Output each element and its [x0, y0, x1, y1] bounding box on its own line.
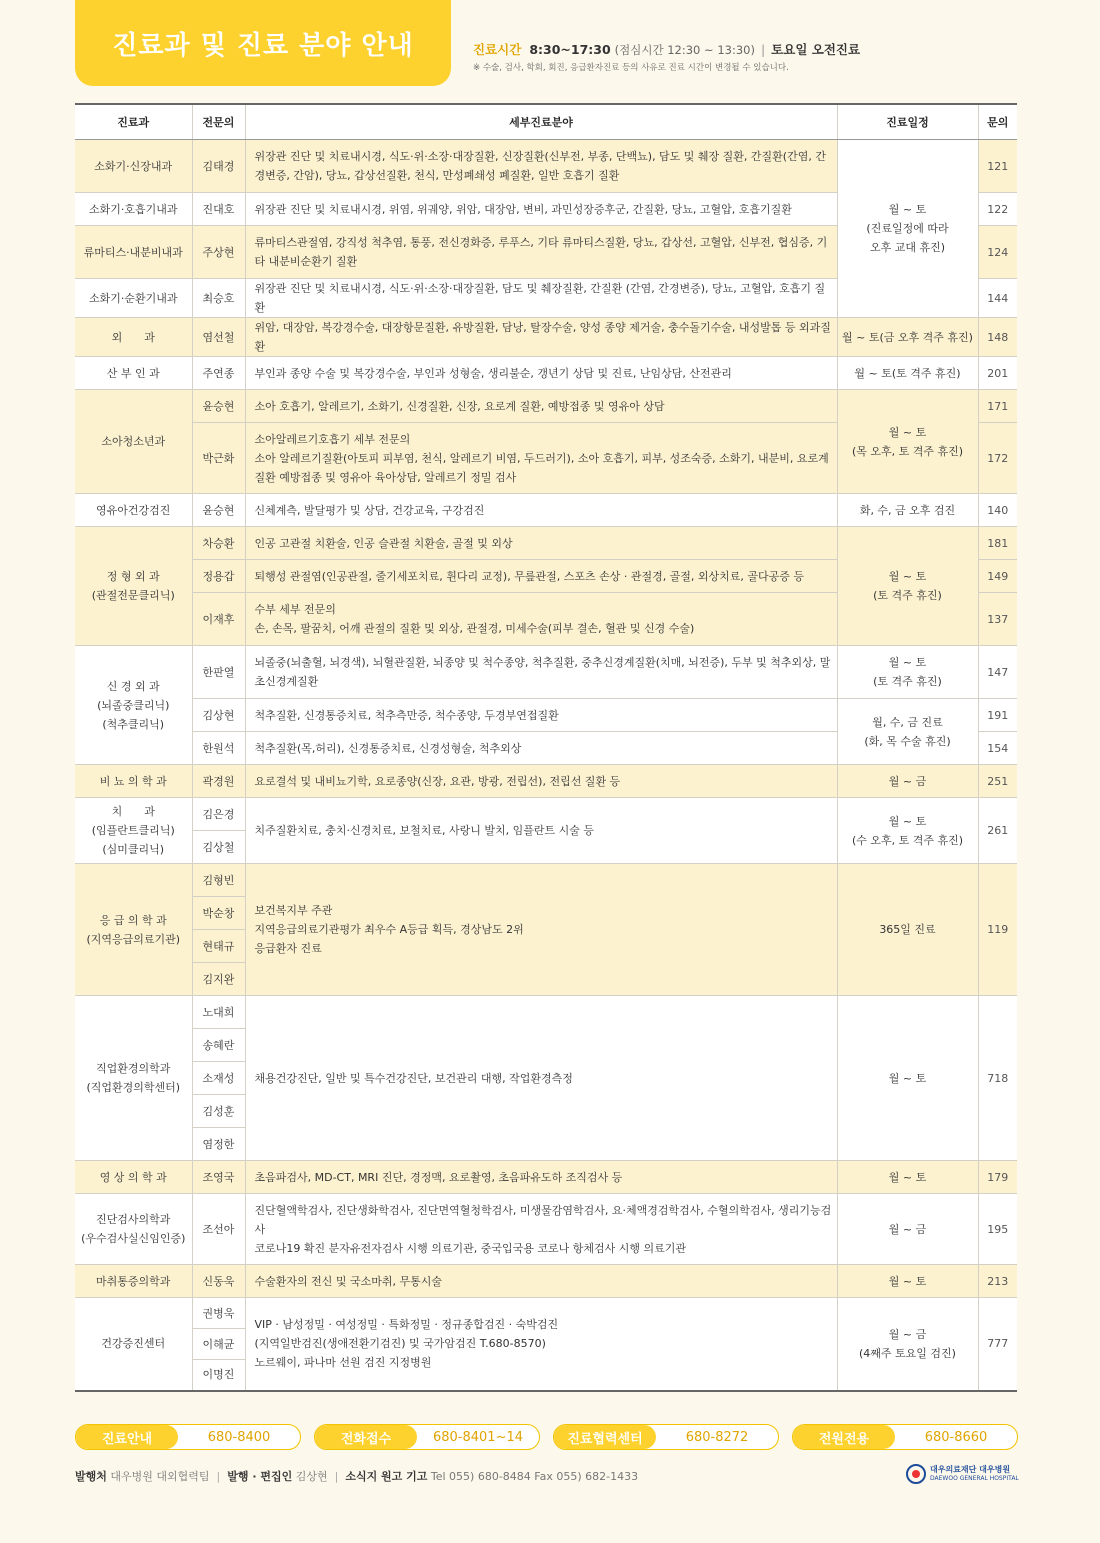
logo-english: DAEWOO GENERAL HOSPITAL [930, 1475, 1019, 1482]
contact-ext: 154 [978, 732, 1017, 765]
doctor-name: 현태규 [192, 930, 245, 963]
contact-info: Tel 055) 680-8484 Fax 055) 682-1433 [430, 1470, 639, 1483]
editor-name: 김상현 [295, 1470, 328, 1483]
table-header-row [75, 104, 1017, 140]
table-row [75, 1161, 1017, 1194]
doctor-name: 김지완 [192, 963, 245, 996]
doctor-name: 김상현 [192, 699, 245, 732]
contact-ext: 213 [978, 1265, 1017, 1298]
doctor-name: 윤승현 [192, 390, 245, 423]
detail-text: 척추질환(목,허리), 신경통증치료, 신경성형술, 척추외상 [245, 732, 837, 765]
contact-label: 진료협력센터 [554, 1425, 656, 1449]
detail-text: 부인과 종양 수술 및 복강경수술, 부인과 성형술, 생리불순, 갱년기 상담 및 진료, 난임상담, 산전관리 [245, 357, 837, 390]
dept-name: 소화기·신장내과 [75, 140, 192, 193]
dept-name: 류마티스·내분비내과 [75, 226, 192, 279]
dept-name: 치 과 (임플란트클리닉) (심미클리닉) [75, 798, 192, 864]
dept-name: 진단검사의학과 (우수검사실신임인증) [75, 1194, 192, 1265]
detail-text: 신체계측, 발달평가 및 상담, 건강교육, 구강검진 [245, 494, 837, 527]
contact-number: 680-8400 [207, 1429, 271, 1445]
detail-text: 치주질환치료, 충치·신경치료, 보철치료, 사랑니 발치, 임플란트 시술 등 [245, 798, 837, 864]
contact-ext: 195 [978, 1194, 1017, 1265]
detail-text: 수술환자의 전신 및 국소마취, 무통시술 [245, 1265, 837, 1298]
contact-ext: 144 [978, 279, 1017, 318]
doctor-name: 정용갑 [192, 560, 245, 593]
contact-pill [314, 1424, 540, 1450]
contact-ext: 718 [978, 996, 1017, 1161]
contact-number: 680-8660 [924, 1429, 988, 1445]
detail-text: 채용건강진단, 일반 및 특수건강진단, 보건관리 대행, 작업환경측정 [245, 996, 837, 1161]
detail-text: VIP · 남성정밀 · 여성정밀 · 특화정밀 · 정규종합검진 · 숙박검진 (지역일반검진(생애전환기검진) 및 국가암검진 T.680-8570) 노르웨이, 파나마 선원 검진 지정병원 [245, 1298, 837, 1391]
table-row [75, 357, 1017, 390]
contact-ext: 119 [978, 864, 1017, 996]
dept-name: 신 경 외 과 (뇌졸중클리닉) (척추클리닉) [75, 646, 192, 765]
doctor-name: 최승호 [192, 279, 245, 318]
logo-korean: 대우의료재단 대우병원 [930, 1465, 1011, 1474]
doctor-name: 박근화 [192, 423, 245, 494]
doctor-name: 한원석 [192, 732, 245, 765]
schedule-text: 월 ~ 토 (토 격주 휴진) [837, 646, 978, 699]
table-row [75, 699, 1017, 732]
publisher-name: 대우병원 대외협력팀 [110, 1470, 210, 1483]
detail-text: 척추질환, 신경통증치료, 척추측만증, 척수종양, 두경부연접질환 [245, 699, 837, 732]
dept-name: 소화기·호흡기내과 [75, 193, 192, 226]
contact-number: 680-8401~14 [432, 1429, 524, 1445]
doctor-name: 조영국 [192, 1161, 245, 1194]
dept-name: 정 형 외 과 (관절전문클리닉) [75, 527, 192, 646]
contact-ext: 122 [978, 193, 1017, 226]
schedule-text: 월 ~ 토 (목 오후, 토 격주 휴진) [837, 390, 978, 494]
contact-ext: 148 [978, 318, 1017, 357]
doctor-name: 이명진 [192, 1360, 245, 1391]
table-row [75, 996, 1017, 1029]
contact-label: 전화접수 [315, 1425, 417, 1449]
hours-info: 진료시간 8:30~17:30 (점심시간 12:30 ~ 13:30) | 토요일 오전진료 [473, 42, 861, 57]
contact-ext: 121 [978, 140, 1017, 193]
header-schedule: 진료일정 [837, 104, 978, 140]
doctor-name: 권병욱 [192, 1298, 245, 1329]
doctor-name: 윤승현 [192, 494, 245, 527]
table-row [75, 1298, 1017, 1329]
page-title: 진료과 및 진료 분야 안내 [112, 30, 414, 61]
dept-name: 응 급 의 학 과 (지역응급의료기관) [75, 864, 192, 996]
doctor-name: 염정한 [192, 1128, 245, 1161]
detail-text: 수부 세부 전문의 손, 손목, 팔꿈치, 어깨 관절의 질환 및 외상, 관절경, 미세수술(피부 결손, 혈관 및 신경 수술) [245, 593, 837, 646]
doctor-name: 한판열 [192, 646, 245, 699]
table-row [75, 527, 1017, 560]
schedule-text: 월 ~ 토 [837, 1161, 978, 1194]
doctor-name: 이해균 [192, 1329, 245, 1360]
detail-text: 위암, 대장암, 복강경수술, 대장항문질환, 유방질환, 담낭, 탈장수술, 양성 종양 제거술, 충수돌기수술, 내성발톱 등 외과질환 [245, 318, 837, 357]
contact-ext: 777 [978, 1298, 1017, 1391]
detail-text: 위장관 진단 및 치료내시경, 식도·위·소장·대장질환, 담도 및 췌장질환, 간질환 (간염, 간경변증), 당뇨, 고혈압, 호흡기 질환 [245, 279, 837, 318]
doctor-name: 주연종 [192, 357, 245, 390]
detail-text: 소아 호흡기, 알레르기, 소화기, 신경질환, 신장, 요로계 질환, 예방접종 및 영유아 상담 [245, 390, 837, 423]
contribution-label: 소식지 원고 기고 [345, 1470, 428, 1483]
doctor-name: 조선아 [192, 1194, 245, 1265]
detail-text: 류마티스관절염, 강직성 척추염, 통풍, 전신경화증, 루푸스, 기타 류마티스질환, 당뇨, 갑상선, 고혈압, 신부전, 협심증, 기타 내분비순환기 질환 [245, 226, 837, 279]
lunch-hours: (점심시간 12:30 ~ 13:30) [614, 43, 755, 57]
table-row [75, 864, 1017, 897]
doctor-name: 김형빈 [192, 864, 245, 897]
contact-label: 진료안내 [76, 1425, 178, 1449]
doctor-name: 김태경 [192, 140, 245, 193]
contact-ext: 261 [978, 798, 1017, 864]
header-contact: 문의 [978, 104, 1017, 140]
hospital-logo [906, 1463, 1026, 1485]
contact-ext: 191 [978, 699, 1017, 732]
schedule-text: 월 ~ 토 (토 격주 휴진) [837, 527, 978, 646]
schedule-text: 월 ~ 토(토 격주 휴진) [837, 357, 978, 390]
table-row [75, 1265, 1017, 1298]
contact-ext: 147 [978, 646, 1017, 699]
contact-ext: 124 [978, 226, 1017, 279]
doctor-name: 진대호 [192, 193, 245, 226]
schedule-text: 월, 수, 금 진료 (화, 목 수술 휴진) [837, 699, 978, 765]
hours-label: 진료시간 [473, 42, 522, 57]
table-row [75, 646, 1017, 699]
contact-ext: 251 [978, 765, 1017, 798]
dept-name: 마취통증의학과 [75, 1265, 192, 1298]
contact-ext: 181 [978, 527, 1017, 560]
doctor-name: 차승환 [192, 527, 245, 560]
contact-pill [792, 1424, 1018, 1450]
doctor-name: 김은경 [192, 798, 245, 831]
doctor-name: 소재성 [192, 1062, 245, 1095]
schedule-text: 월 ~ 금 [837, 765, 978, 798]
doctor-name: 김상철 [192, 831, 245, 864]
contact-bar [75, 1424, 1019, 1450]
schedule-text: 365일 진료 [837, 864, 978, 996]
department-table [75, 103, 1017, 1392]
doctor-name: 신동욱 [192, 1265, 245, 1298]
schedule-text: 월 ~ 금 (4째주 토요일 검진) [837, 1298, 978, 1391]
contact-ext: 140 [978, 494, 1017, 527]
schedule-text: 월 ~ 금 [837, 1194, 978, 1265]
dept-name: 산 부 인 과 [75, 357, 192, 390]
dept-name: 영 상 의 학 과 [75, 1161, 192, 1194]
schedule-text: 월 ~ 토 (진료일정에 따라 오후 교대 휴진) [837, 140, 978, 318]
contact-ext: 201 [978, 357, 1017, 390]
doctor-name: 곽경원 [192, 765, 245, 798]
contact-ext: 137 [978, 593, 1017, 646]
detail-text: 소아알레르기호흡기 세부 전문의 소아 알레르기질환(아토피 피부염, 천식, 알레르기 비염, 두드러기), 소아 호흡기, 피부, 성조숙증, 소화기, 내분비, 요로계 질환 예방접종 및 영유아 육아상담, 알레르기 정밀 검사 [245, 423, 837, 494]
table-row [75, 1194, 1017, 1265]
saturday-hours: 토요일 오전진료 [771, 42, 861, 57]
doctor-name: 염선철 [192, 318, 245, 357]
dept-name: 외 과 [75, 318, 192, 357]
doctor-name: 박순창 [192, 897, 245, 930]
logo-icon [906, 1464, 926, 1484]
title-banner [75, 0, 451, 86]
doctor-name: 김성훈 [192, 1095, 245, 1128]
table-row [75, 765, 1017, 798]
table-row [75, 494, 1017, 527]
contact-pill [553, 1424, 779, 1450]
doctor-name: 주상현 [192, 226, 245, 279]
editor-label: 발행 · 편집인 [227, 1470, 293, 1483]
contact-label: 전원전용 [793, 1425, 895, 1449]
contact-pill [75, 1424, 301, 1450]
detail-text: 보건복지부 주관 지역응급의료기관평가 최우수 A등급 획득, 경상남도 2위 응급환자 진료 [245, 864, 837, 996]
contact-number: 680-8272 [685, 1429, 749, 1445]
schedule-text: 월 ~ 토(금 오후 격주 휴진) [837, 318, 978, 357]
dept-name: 직업환경의학과 (직업환경의학센터) [75, 996, 192, 1161]
detail-text: 뇌졸중(뇌출혈, 뇌경색), 뇌혈관질환, 뇌종양 및 척수종양, 척추질환, 중추신경계질환(치매, 뇌전증), 두부 및 척추외상, 말초신경계질환 [245, 646, 837, 699]
table-row [75, 798, 1017, 831]
doctor-name: 송혜란 [192, 1029, 245, 1062]
header-doctor: 전문의 [192, 104, 245, 140]
schedule-text: 화, 수, 금 오후 검진 [837, 494, 978, 527]
dept-name: 소아청소년과 [75, 390, 192, 494]
hours-note: ※ 수술, 검사, 학회, 회진, 응급환자진료 등의 사유로 진료 시간이 변경될 수 있습니다. [473, 63, 789, 73]
detail-text: 인공 고관절 치환술, 인공 슬관절 치환술, 골절 및 외상 [245, 527, 837, 560]
contact-ext: 149 [978, 560, 1017, 593]
doctor-name: 이재후 [192, 593, 245, 646]
schedule-text: 월 ~ 토 (수 오후, 토 격주 휴진) [837, 798, 978, 864]
detail-text: 퇴행성 관절염(인공관절, 줄기세포치료, 휜다리 교정), 무릎관절, 스포츠 손상 · 관절경, 골절, 외상치료, 골다공증 등 [245, 560, 837, 593]
header-dept: 진료과 [75, 104, 192, 140]
schedule-text: 월 ~ 토 [837, 1265, 978, 1298]
contact-ext: 171 [978, 390, 1017, 423]
publisher-label: 발행처 [75, 1470, 107, 1483]
contact-ext: 172 [978, 423, 1017, 494]
table-row [75, 318, 1017, 357]
contact-ext: 179 [978, 1161, 1017, 1194]
table-row [75, 390, 1017, 423]
header-detail: 세부진료분야 [245, 104, 837, 140]
detail-text: 초음파검사, MD-CT, MRI 진단, 경정맥, 요로촬영, 초음파유도하 조직검사 등 [245, 1161, 837, 1194]
detail-text: 요로결석 및 내비뇨기학, 요로종양(신장, 요관, 방광, 전립선), 전립선 질환 등 [245, 765, 837, 798]
detail-text: 위장관 진단 및 치료내시경, 식도·위·소장·대장질환, 신장질환(신부전, 부종, 단백뇨), 담도 및 췌장 질환, 간질환(간염, 간경변증, 간암), 당뇨, 갑상선질환, 천식, 만성폐쇄성 폐질환, 일반 호흡기 질환 [245, 140, 837, 193]
hours-value: 8:30~17:30 [529, 42, 611, 57]
detail-text: 위장관 진단 및 치료내시경, 위염, 위궤양, 위암, 대장암, 변비, 과민성장증후군, 간질환, 당뇨, 고혈압, 호흡기질환 [245, 193, 837, 226]
schedule-text: 월 ~ 토 [837, 996, 978, 1161]
doctor-name: 노대희 [192, 996, 245, 1029]
footer-info: 발행처 대우병원 대외협력팀 | 발행 · 편집인 김상현 | 소식지 원고 기고 Tel 055) 680-8484 Fax 055) 682-1433 [75, 1470, 639, 1483]
dept-name: 소화기·순환기내과 [75, 279, 192, 318]
detail-text: 진단혈액학검사, 진단생화학검사, 진단면역혈청학검사, 미생물감염학검사, 요·체액경검학검사, 수혈의학검사, 생리기능검사 코로나19 확진 분자유전자검사 시행 의료기관, 중국입국용 코로나 항체검사 시행 의료기관 [245, 1194, 837, 1265]
table-row [75, 140, 1017, 193]
dept-name: 영유아건강검진 [75, 494, 192, 527]
dept-name: 비 뇨 의 학 과 [75, 765, 192, 798]
dept-name: 건강증진센터 [75, 1298, 192, 1391]
